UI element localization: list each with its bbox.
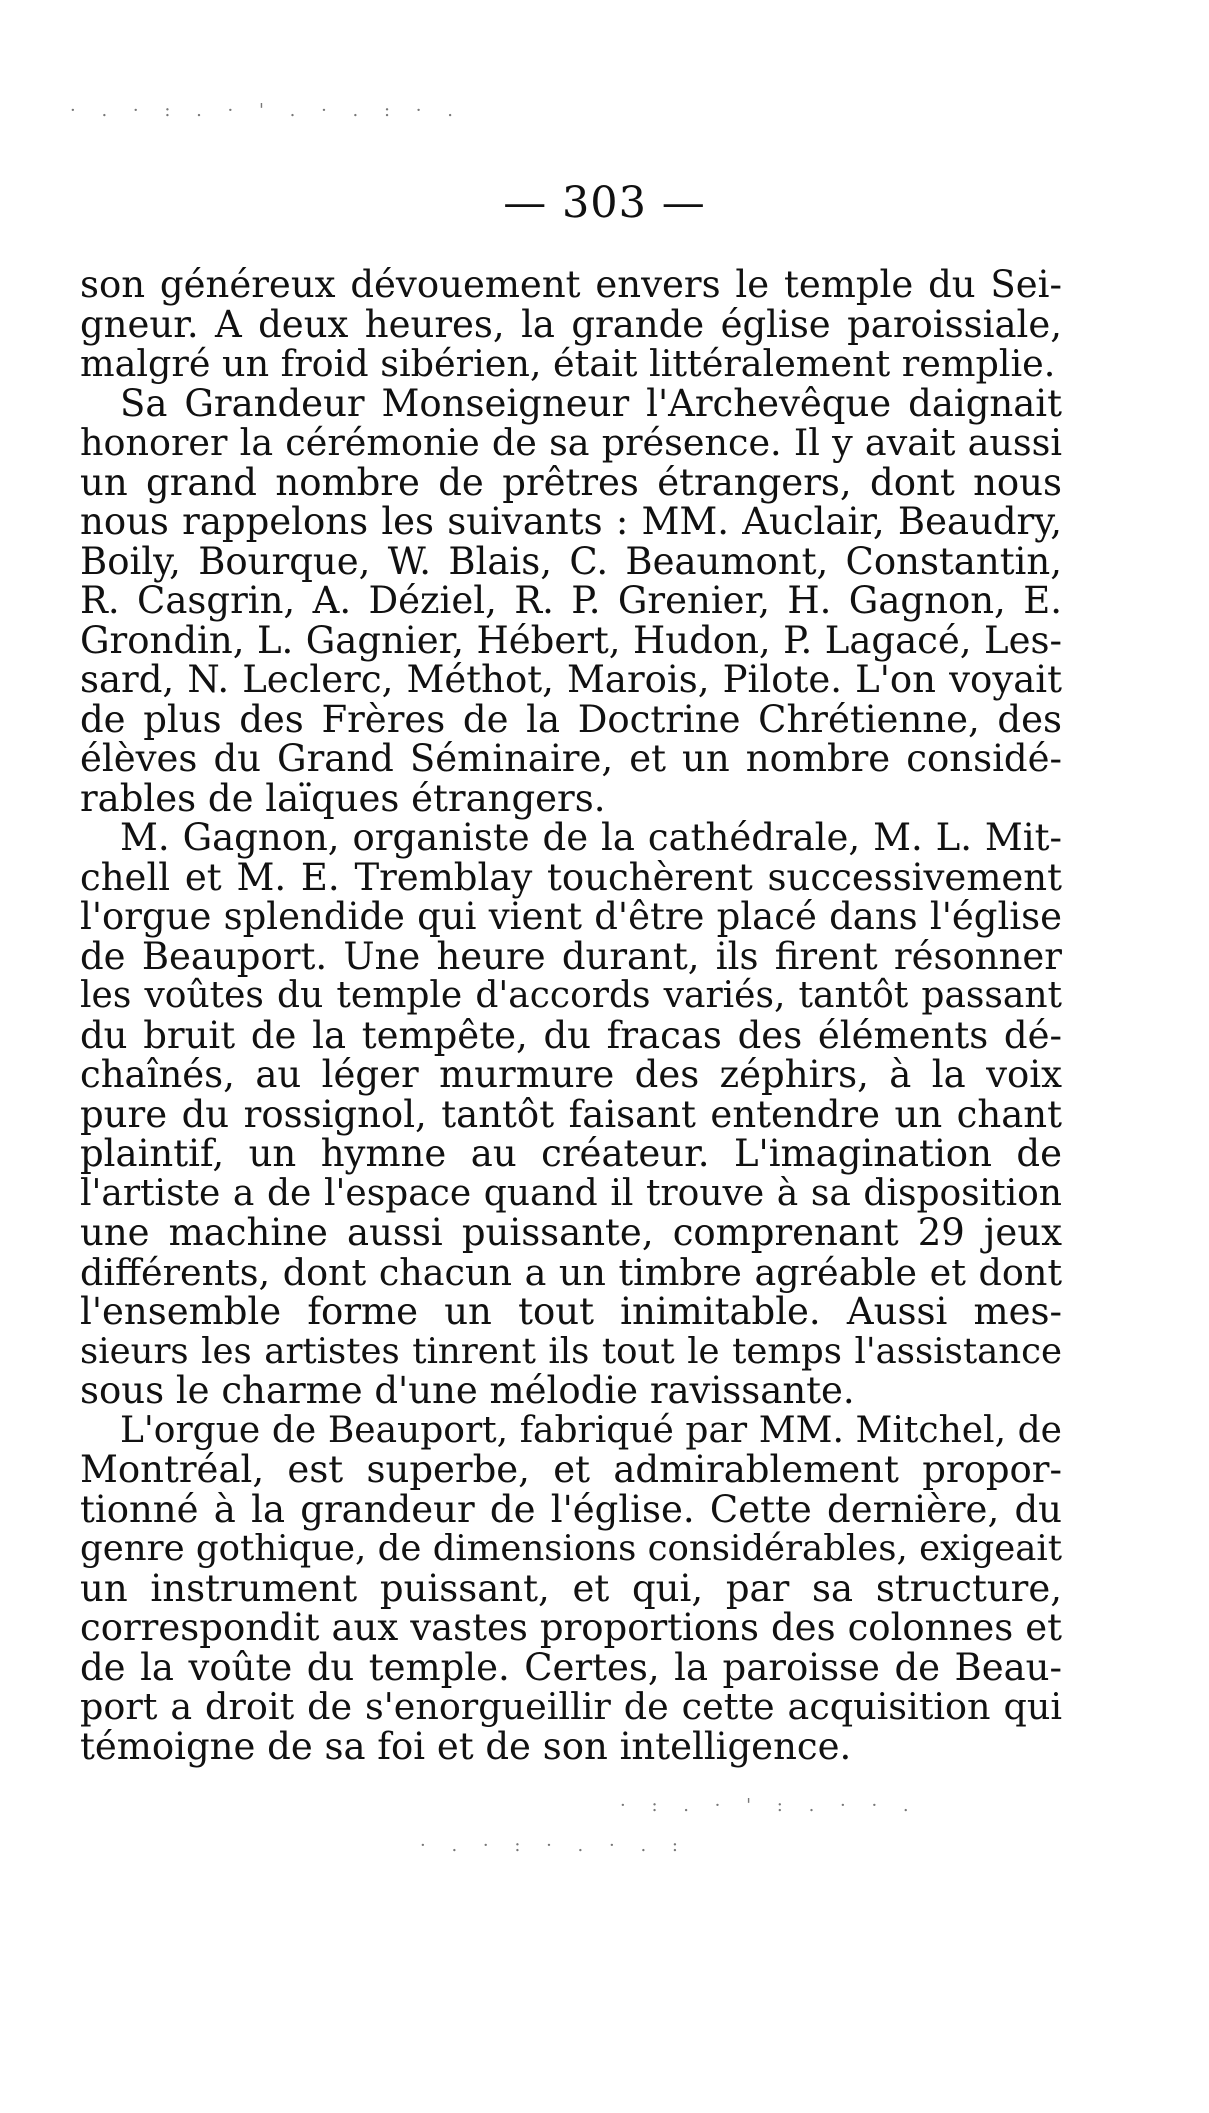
text-line: un grand nombre de prêtres étrangers, dont nous [80,460,1062,504]
text-line: de la voûte du temple. Certes, la paroisse de Beau- [80,1645,1062,1689]
text-line: plaintif, un hymne au créateur. L'imagination de [80,1132,1062,1175]
scan-speckle: · : . · ' : . · · . [620,1795,919,1816]
scan-speckle: · . · : . · ' . · . : · . [70,100,463,121]
text-line: honorer la cérémonie de sa présence. Il y avait aussi [80,421,1062,464]
text-line: chell et M. E. Tremblay touchèrent successivement [80,855,1062,899]
text-line: L'orgue de Beauport, fabriqué par MM. Mitchel, de [120,1409,1062,1451]
text-line: l'ensemble forme un tout inimitable. Aussi mes- [80,1290,1062,1333]
text-line: M. Gagnon, organiste de la cathédrale, M. L. Mit- [120,816,1062,859]
text-line: nous rappelons les suivants : MM. Auclair, Beaudry, [80,500,1062,543]
text-line: sous le charme d'une mélodie ravissante. [80,1369,855,1412]
text-line: son généreux dévouement envers le temple du Sei- [80,263,1062,306]
text-line: l'artiste a de l'espace quand il trouve à sa disposition [80,1172,1062,1214]
text-line: sieurs les artistes tinrent ils tout le temps l'assistance [80,1330,1062,1372]
text-line: Boily, Bourque, W. Blais, C. Beaumont, Constantin, [80,539,1062,583]
text-line: rables de laïques étrangers. [80,776,606,820]
text-line: les voûtes du temple d'accords variés, tantôt passant [80,975,1062,1016]
text-line: R. Casgrin, A. Déziel, R. P. Grenier, H. Gagnon, E. [80,579,1062,622]
text-line: malgré un froid sibérien, était littéralement remplie. [80,342,1056,385]
text-line: sard, N. Leclerc, Méthot, Marois, Pilote. L'on voyait [80,658,1062,701]
text-line: port a droit de s'enorgueillir de cette acquisition qui [80,1685,1062,1728]
text-line: Sa Grandeur Monseigneur l'Archevêque daignait [120,381,1062,425]
text-line: tionné à la grandeur de l'église. Cette dernière, du [80,1487,1062,1531]
text-line: témoigne de sa foi et de son intelligence. [80,1724,852,1768]
text-line: correspondit aux vastes proportions des colonnes et [80,1606,1062,1649]
text-line: élèves du Grand Séminaire, et un nombre considé- [80,737,1062,780]
text-line: chaînés, au léger murmure des zéphirs, à la voix [80,1053,1062,1096]
text-line: l'orgue splendide qui vient d'être placé dans l'église [80,895,1062,938]
scan-speckle: · . · : · . · . : [420,1835,688,1856]
text-line: gneur. A deux heures, la grande église paroissiale, [80,302,1062,346]
text-line: Montréal, est superbe, et admirablement propor- [80,1448,1062,1491]
text-line: pure du rossignol, tantôt faisant entendre un chant [80,1092,1062,1136]
text-line: différents, dont chacun a un timbre agréable et dont [80,1250,1062,1294]
text-line: de Beauport. Une heure durant, ils firent résonner [80,934,1062,978]
text-line: du bruit de la tempête, du fracas des éléments dé- [80,1013,1062,1057]
page-number: — 303 — [503,178,706,228]
text-line: genre gothique, de dimensions considérables, exigeait [80,1528,1062,1569]
text-line: une machine aussi puissante, comprenant 29 jeux [80,1211,1062,1254]
body-text [80,265,1062,1766]
text-line: un instrument puissant, et qui, par sa structure, [80,1566,1062,1610]
text-line: de plus des Frères de la Doctrine Chrétienne, des [80,697,1062,741]
text-line: Grondin, L. Gagnier, Hébert, Hudon, P. Lagacé, Les- [80,618,1062,662]
